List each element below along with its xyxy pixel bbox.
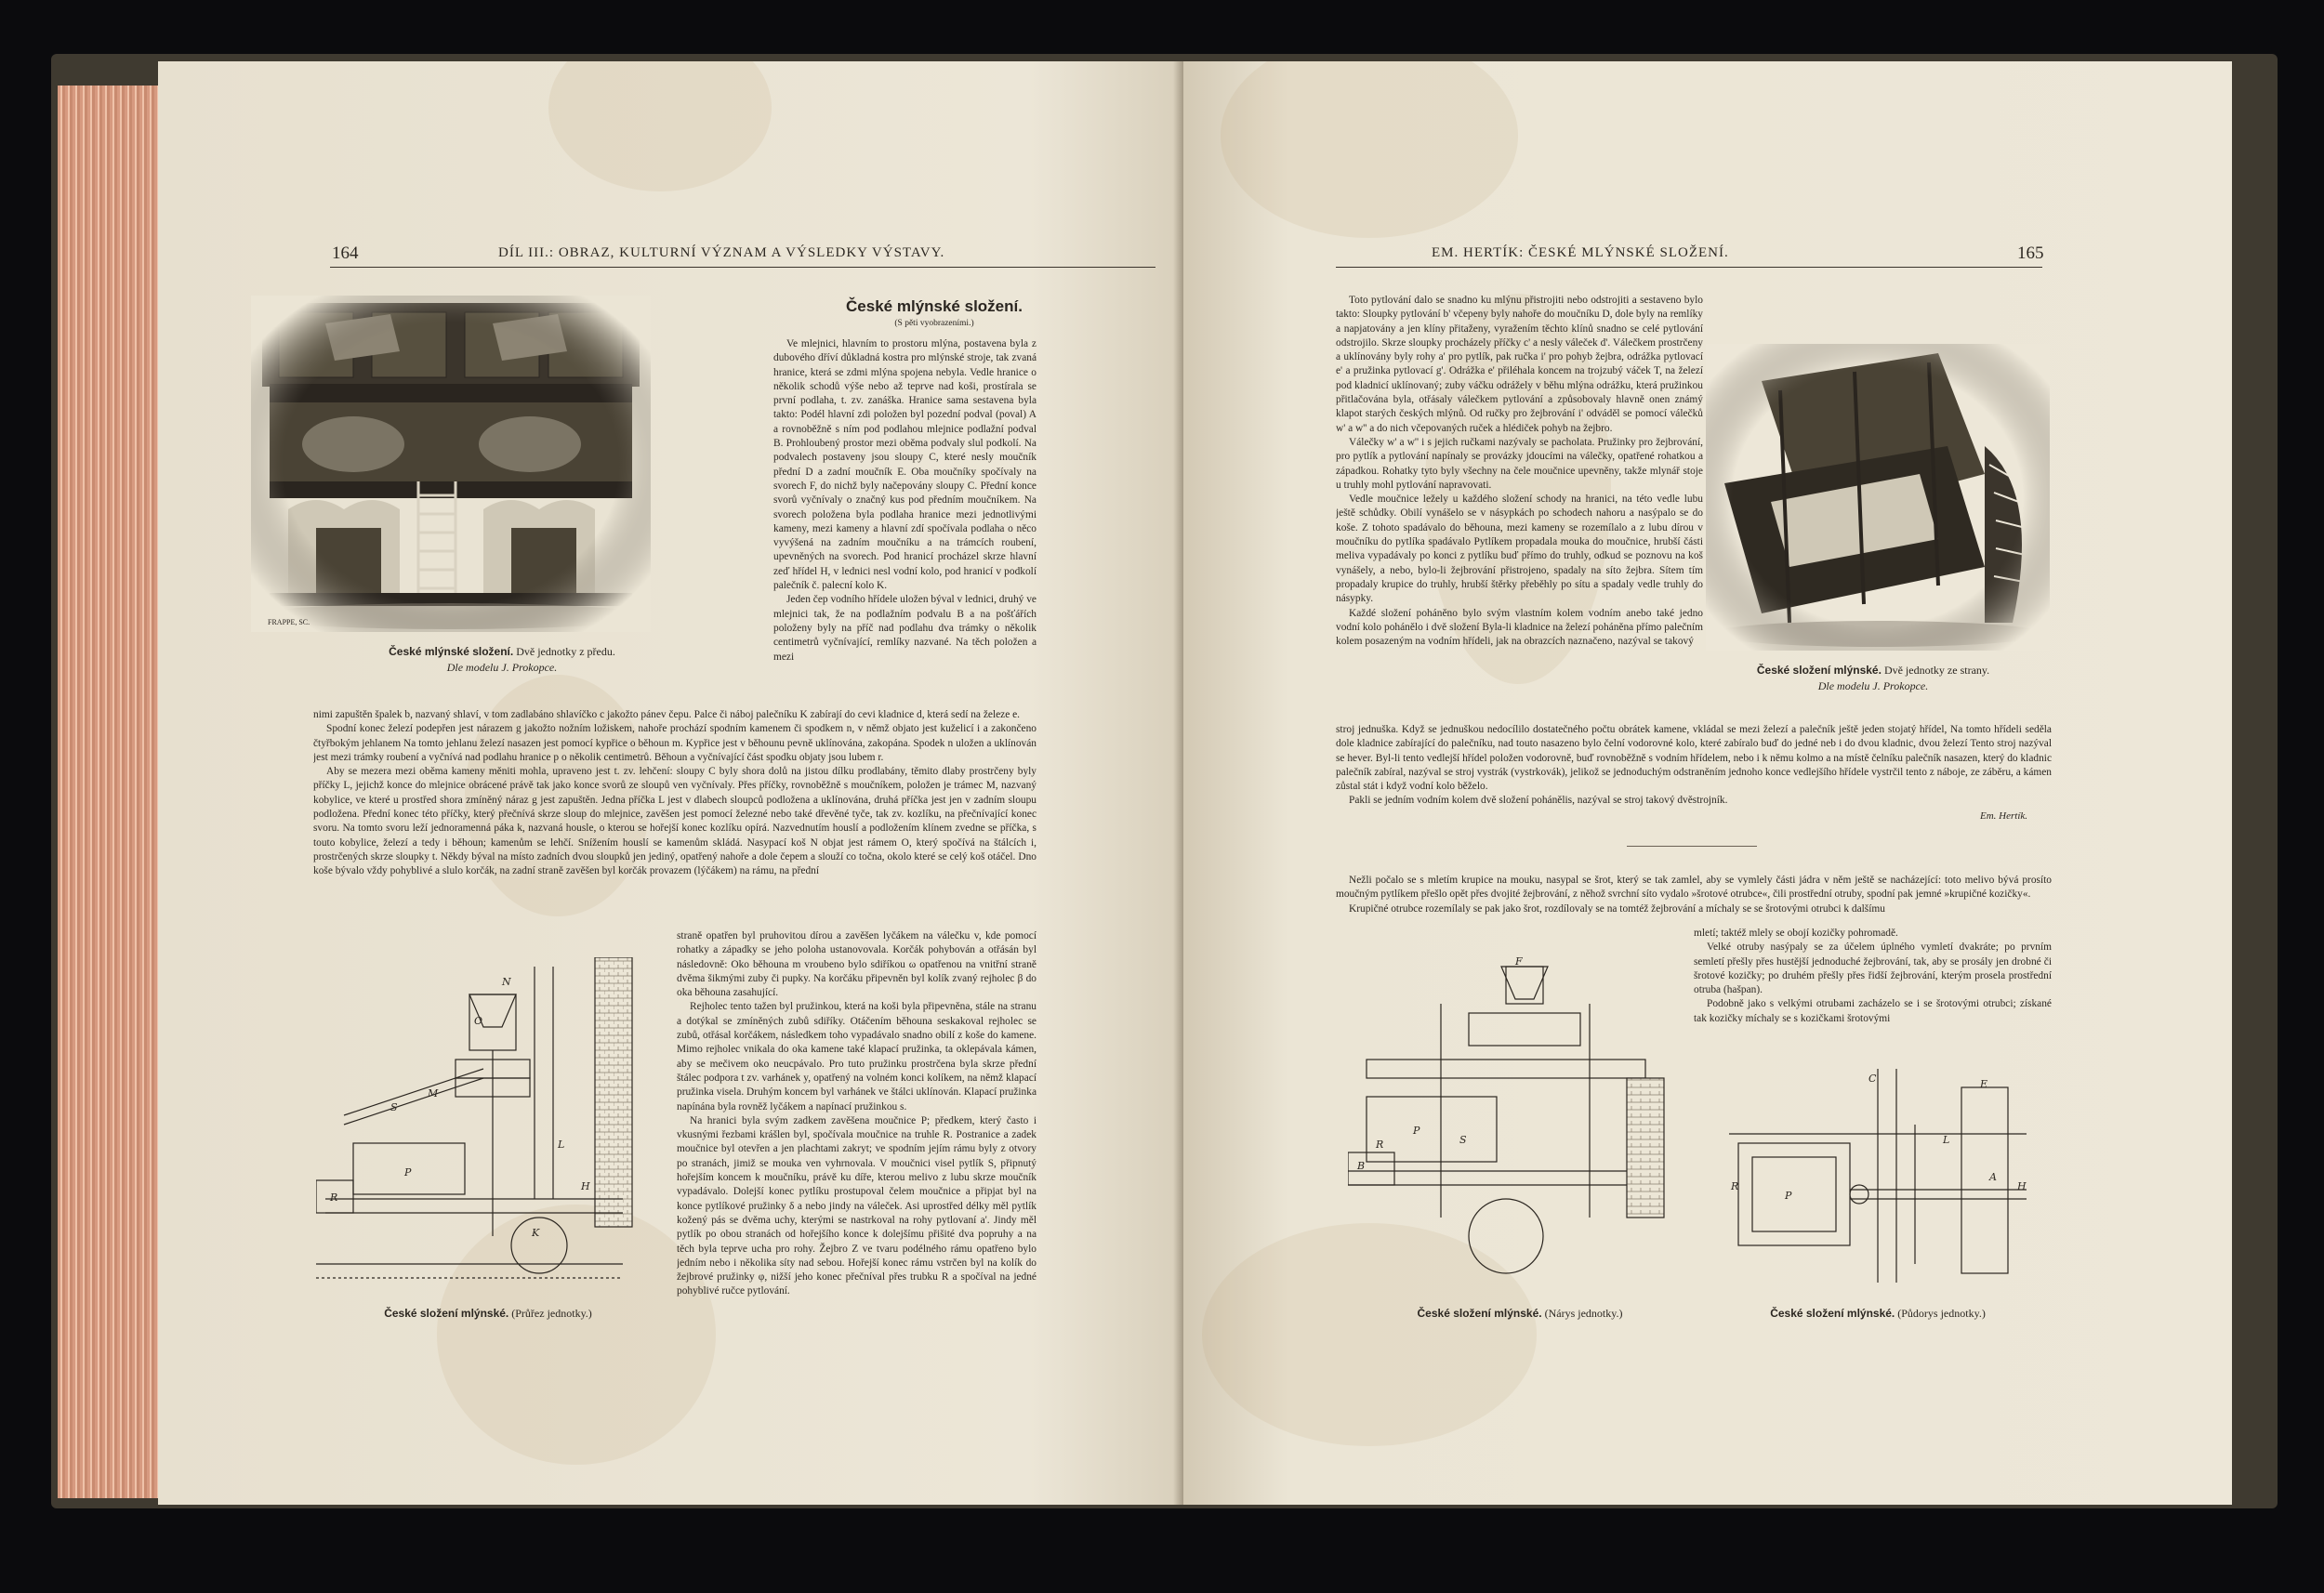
caption-bold: České mlýnské složení. [389,645,514,658]
drawing-letter: H [581,1180,590,1192]
drawing-letter: B [1357,1160,1366,1172]
head-rule [1336,267,2042,268]
caption-text: Dvě jednotky ze strany. [1883,664,1990,677]
paragraph: Podobně jako s velkými otrubami zacházelo se i se šrotovými otrubci; získané tak kozičky míchaly se s kozičkami šrotovými [1694,998,2052,1024]
paragraph: straně opatřen byl pruhovitou dírou a zavěšen lyčákem na válečku v, kde pomocí rohatky a západky se jeho poloha ustanovovala. Korčák pohybován a otřásán byl následovně: Oko běhouna m vroubeno bylo sdiříkou ω opatřenou na vnitřní straně dvěma šikmými zuby či pupky. Na korčáku připevněn byl kolík zvaný rejholec β do oka běhouna zasahující. [677,930,1037,999]
left-column-text [773,337,1037,704]
drawing-letter: R [330,1191,338,1204]
caption-bold: České složení mlýnské. [384,1307,509,1320]
running-head-left: DÍL III.: OBRAZ, KULTURNÍ VÝZNAM A VÝSLEDKY VÝSTAVY. [498,245,945,260]
drawing-letter: K [532,1227,540,1239]
left-wide-text [313,708,1037,926]
drawing-letter: L [558,1139,565,1151]
paragraph: Aby se mezera mezi oběma kameny měniti mohla, upraveno jest t. zv. lehčení: sloupy C byly shora dolů na jistou dílku prodlabány, těmito dlaby prostrčeny byly příčky L, jejichž konce do mlejnice obrácené právě tak jako konce svorů ze sloupů ven vyčnívaly. Přes příčky, rovnoběžně s moučníkem, položen je trámec M, nazvaný kobylice, ve které u prostřed shora zmíněný náraz g jest zapuštěn. Jedna příčka L jest v dlabech sloupců podložena a uklínována, druhá příčka jest jen v zadním sloupu podložena. Přední konec této příčky, který přečnívá skrze sloup do mlejnice, zavěšen jest pomocí železné nebo také dřevěné tyče, tak zv. kozlíku, na přečnívající konec svoru. Na tomto svoru leží jednoramenná páka k, nazvaná housle, o kterou se hořejší konec kozlíku opírá. Nazvednutím houslí a podložením klínem zvedne se příčka, s touto kobylice, železí a tedy i běhoun; kamenům se lehčí. Snížením houslí se kamenům skládá. Nasypací koš N objat jest rámem O, který spočívá na štálcích i, prostrčených skrze sloupky t. Někdy býval na místo zadních dvou sloupků jen jediný, opatřený nahoře a dole čepem a slouží co točna, okolo které se celý koš otáčel. Dno koše bývalo vždy pohyblivé a slulo korčák, na zadní straně zavěšen byl korčák provazem (lýčákem) na rámu, na přední [313,766,1037,877]
paragraph: Nežli počalo se s mletím krupice na mouku, nasypal se šrot, který se tak zamlel, aby se vymlely části jádra v něm ještě se nacházející: toto melivo bývá prosíto moučným pytlíkem přešlo opět přes dvojité žejbrování, z něhož svrchní síto vydalo »šrotové otrubce«, čili prostřední otruby, spodní pak jemné »krupičné kozičky«. [1336,875,2052,901]
section-divider [1627,846,1757,847]
mill-section-drawing [316,957,637,1292]
head-rule [330,267,1155,268]
paragraph: nimi zapuštěn špalek b, nazvaný shlaví, v tom zadlabáno shlavíčko c jakožto pánev čepu. Palce či náboj palečníku K zabírají do cevi kladnice d, která sedí na železe e. [313,709,1021,720]
drawing-letter: L [1943,1134,1950,1146]
drawing-letter: A [1989,1171,1997,1183]
drawing-caption-půdorys [1720,1306,2036,1322]
right-wide-text [1336,723,2052,809]
right-column-text [1336,294,1703,731]
caption-text: (Nárys jednotky.) [1544,1307,1623,1320]
paragraph: Ve mlejnici, hlavním to prostoru mlýna, postavena byla z dubového dříví důkladná kostra pro mlýnské stroje, tak zvaná hranice, která se zdmi mlýna spojena nebyla. Vedle hranice o několik schodů výše nebo až teprve nad koši, prostírala se první podlaha, t. zv. zanáška. Hranice sama sestavena byla takto: Podél hlavní zdi položen byl pozední podval (poval) A a rovnoběžně s ním pod podlahou mlejnice podlažní podval B. Prohloubený prostor mezi oběma podvaly slul podkolí. Na podvalech postaveny jsou sloupy C, které nesly moučník přední D a zadní moučník E. Oba moučníky spočívaly na svorech F, do nichž byly načepovány sloupy C. Přední konce svorů vyčnívaly o značný kus pod předním moučníkem. Na svorech položena byla podlaha hranice mezi jednotlivými kameny, mezi kameny a hlavní zdí spočívala podlaha o něco vyvýšená na zadním moučníku a na trámcích roubení, upevněných na svorech. Pod hranicí procházel skrze hlavní zeď hřídel H, v lednici nesl vodní kolo, pod hranicí v podkolí palečník č. palecní kolo K. [773,338,1037,592]
drawing-letter: M [428,1087,439,1099]
article-title: České mlýnské složení. [846,297,1023,315]
photo-caption-left [330,644,674,676]
drawing-letter: F [1515,957,1523,968]
drawing-letter: R [1731,1180,1739,1192]
paragraph: Spodní konec železí podepřen jest nárazem g jakožto nožním ložiskem, nahoře prochází spodním kamenem či spodkem n, v němž objato jest kuželicí i a zakončeno čtyřbokým jehlanem Na tomto jehlanu železí nasazen jest pomocí kypřice o běhoun m. Kypřice jest v běhounu pevně uklínována, zakopána. Spodek n uložen a uklínován jest mezi trámky roubení a vyčnívá nad podlahu hranice p o několik centimetrů. Běhoun a vyčnívající část spodku objaty jsou lubem r. [313,723,1037,763]
photo-caption-right [1701,663,2045,694]
paragraph: Toto pytlování dalo se snadno ku mlýnu přistrojiti nebo odstrojiti a sestaveno bylo takto: Sloupky pytlování b' včepeny byly nahoře do moučníku D, dole byly na remlíky a napjatovány a jen klíny přitaženy, vyražením těchto klínů snadno se celé pytlování odstrojilo. Skrze sloupky procházely příčky c' a nesly váleček d'. Válečkem prostrčeny a uklínovány byly rohy a' pro pytlík, pak ručka i' pro pohyb žejbra, odrážka pytlovací e' a pružinka pytlovací g'. Odrážka e' přiléhala koncem na trojzubý váček T, na železí pod kladnicí uklínovaný; zuby váčku odrážely v běhu mlýna odrážku, která pružinkou přitlačována byla, otřásaly válečkem pytlování a způsobovaly hlavně onen známý klapot starých českých mlýnů. Od ručky pro žejbrování i' odváděl se pomocí válečků w' a w'' a do nich včepovaných ruček a hlédiček pohyb na žejbro. [1336,295,1703,434]
drawing-letter: S [1459,1134,1467,1146]
page-fore-edge [58,86,164,1498]
drawing-letter: S [390,1101,398,1113]
water-stain [548,61,772,191]
paragraph: Velké otruby nasýpaly se za účelem úplného vymletí dvakráte; po prvním semletí přešly přes hustější jednoduché žejbrování, tak, aby se prosály jen drobné či šrotové kozičky; po druhém přešly přes řidší žejbrování, kterým prosela prostřední otruba (hašpan). [1694,941,2052,996]
page-number-left: 164 [332,244,359,263]
paragraph: Válečky w' a w'' i s jejich ručkami nazývaly se pacholata. Pružinky pro žejbrování, pro pytlík a pytlování napínaly se provázky jdoucími na válečky, opatřené rohatkou a západkou. Rohatky tyto byly všechny na čele moučnice upevněny, takže mlynář stoje u truhly mohl pytlování napravovati. [1336,436,1703,491]
paragraph: Rejholec tento tažen byl pružinkou, která na koši byla připevněna, stále na stranu a dotýkal se zmíněných zubů sdiříky. Otáčením běhouna seskakoval rejholec se zubů, otřásal korčákem, následkem toho vypadávalo snadno obilí z koše do kamene. Mimo rejholec vnikala do oka kamene také klapací pružinka, ta oklepávala kámen, aby se mečivem oko neucpávalo. Pro tuto pružinku prostrčena byla skrze přední štálec podpora t zv. varhánek y, opatřený na volném konci kolíkem, na němž klapací pružinka visela. Druhým koncem byl varhánek ve štálci uklínován. Klapací pružinka napínána byla rovněž lyčákem a napínací pružinkou s. [677,1001,1037,1112]
right-lower-wide-text [1336,874,2052,926]
paragraph: Vedle moučnice ležely u každého složení schody na hranici, na této vedle lubu ještě schůdky. Obilí vynášelo se v násypkách po schodech nahoru a nasýpalo se do koše. Z tohoto spadávalo do běhouna, mezi kameny se rozemílalo a z lubu dírou v moučníku do pytlíka spadávalo Pytlíkem propadala mouka do moučnice, hrubší části meliva vypadávaly po konci z pytlíku buď přímo do truhly, odkud se poznovu na koš vynášely, a nebo, bylo-li žejbrování přistrojeno, spadaly na síto žejbra. Sítem tím propadaly krupice do truhly, hrubší štěrky přeběhly po sítu a spadaly vedle truhly do násypky. [1336,494,1703,605]
drawing-letter: P [1785,1190,1792,1202]
caption-bold: České složení mlýnské. [1417,1307,1542,1320]
left-right-column-text [677,929,1037,1318]
mill-plan-drawing [1729,1069,2036,1292]
water-stain [1221,61,1518,238]
article-subtitle: (S pěti vyobrazeními.) [894,319,974,328]
paragraph: Na hranici byla svým zadkem zavěšena moučnice P; předkem, který často i vkusnými řezbami krášlen byl, spočívala moučnice na truhle R. Postranice a zadek moučnice byl otevřen a jen plachtami zakryt; ve spodním jejím rámu byly z otvory po stranách, jimiž se mouka ven vyhrnovala. V moučnici visel pytlík S, připnutý hořejším koncem k moučníku, právě ku díře, kterou melivo z lubu skrze moučník vypadávalo. Dolejší konec pytlíku prostupoval čelem moučnice a připjat byl na konce pytlíkové pružinky δ a nebo jindy na váleček. Asi uprostřed délky měl pytlík kožený pás se dvěma uchy, kterými se nastrkoval na rohy pytlovaní a'. Jindy měl pytlík po obou stranách od hořejšího konce k dolejšímu přišité dva popruhy a na těch byla teprve ucha pro rohy. Žejbro Z ve tvaru podélného rámu opatřeno bylo jedním nebo i několika síty nad sebou. Hořejší konec rámu vstrčen byl na kolík do žejbrové pružinky φ, nižší jeho konec přečníval přes trubku R a spočíval na jedné pohyblivé ručce pytlování. [677,1114,1037,1297]
caption-model-credit: Dle modelu J. Prokopce. [446,661,558,674]
author-signature: Em. Hertík. [1980,810,2028,822]
drawing-letter: P [404,1166,412,1178]
paragraph: Pakli se jedním vodním kolem dvě složení pohánělis, nazýval se stroj takový dvěstrojník. [1349,795,1728,807]
drawing-letter: H [2017,1180,2027,1192]
paragraph: Krupičné otrubce rozemílaly se pak jako šrot, rozdílovaly se na tomtéž žejbrování a míchaly se se šrotovými otrubci k dalšímu [1349,902,1885,915]
drawing-caption-left [316,1306,660,1322]
paragraph: Každé složení poháněno bylo svým vlastním kolem vodním anebo také jedno vodní kolo pohánělo i dvě složení Byla-li kladnice na železí poháněna přímo palečním kolem posazeným na vodním hřídeli, jak na obrazcích naznačeno, nazýval se takový [1336,607,1703,648]
drawing-letter: N [502,976,511,988]
drawing-letter: C [1868,1073,1877,1085]
caption-bold: České složení mlýnské. [1756,664,1882,677]
caption-model-credit: Dle modelu J. Prokopce. [1817,679,1929,692]
drawing-letter: O [474,1015,483,1027]
right-lower-column-text [1694,927,2052,1066]
drawing-caption-nárys [1348,1306,1692,1322]
paragraph: mletí; taktéž mlely se obojí kozičky pohromadě. [1694,928,1898,939]
engraver-signature: FRAPPE, SC. [268,618,310,626]
caption-text: (Půdorys jednotky.) [1897,1307,1986,1320]
running-head-right: EM. HERTÍK: ČESKÉ MLÝNSKÉ SLOŽENÍ. [1432,245,1729,260]
drawing-letter: E [1980,1078,1988,1090]
caption-bold: České složení mlýnské. [1770,1307,1895,1320]
paragraph: Jeden čep vodního hřídele uložen býval v lednici, druhý ve mlejnici tak, že na podlažním podvalu B a na pošťářích položeny byly na příč nad podlahu dva trámky o několik centimetrů vyčnívající, remlíky nazvané. Na těch položen a mezi [773,594,1037,663]
caption-text: Dvě jednotky z předu. [516,645,615,658]
drawing-letter: P [1413,1125,1420,1137]
paragraph: stroj jednuška. Když se jednuškou nedocílilo dostatečného počtu obrátek kamene, vkládal se mezi železí a palečník ještě jeden stojatý hřídel, Na tomto hřídeli seděla dole kladnice zabírající do palečníku, nad touto nasazeno bylo čelní vodorovné kolo, které zabíralo buď do jedné neb i do dvou kladnic, dvou železí Tento stroj nazýval se hever. Byl-li tento vedlejší hřídel položen vodorovně, buď rovnoběžně s vodním hřídelem, nebo i k němu kolmo a na místě čelníku palečník nasazen, který do kladnic palečník zabíral, nazýval se stroj vystrák (vystrkovák), jelikož se jednoduchým odstraněním jednoho konce vedlejšího hřídele vystrčil tento z náboje, ze záběru, a kámen zůstal stát i když vodní kolo běželo. [1336,724,2052,793]
mill-model-front-photo [251,296,651,632]
drawing-letter: R [1376,1139,1384,1151]
mill-elevation-drawing [1348,957,1673,1292]
page-number-right: 165 [2017,244,2044,263]
caption-text: (Průřez jednotky.) [511,1307,592,1320]
mill-model-side-photo [1706,344,2050,651]
